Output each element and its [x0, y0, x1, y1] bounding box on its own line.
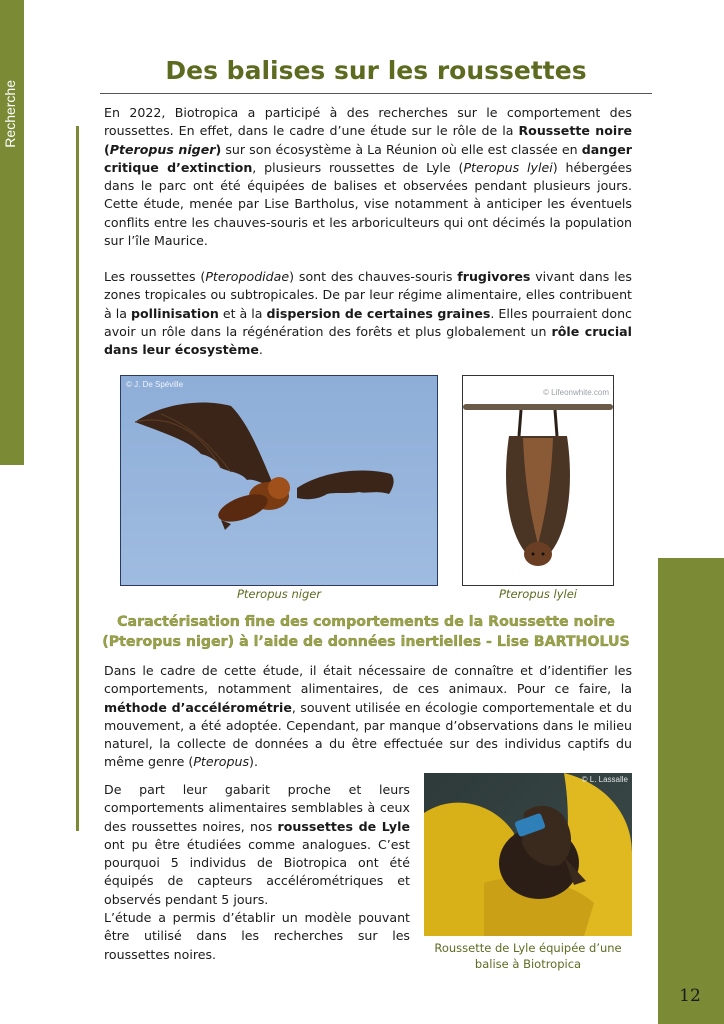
- photo-credit: © J. De Spéville: [126, 380, 184, 389]
- page-title: Des balises sur les roussettes: [165, 56, 587, 85]
- corner-block: [658, 558, 724, 1024]
- equipped-bat-photo: [424, 773, 632, 936]
- photo-credit: © Lifeonwhite.com: [543, 388, 609, 397]
- side-tab: [0, 0, 24, 465]
- section-label: Recherche: [2, 80, 18, 148]
- page-number: 12: [679, 986, 701, 1006]
- methodology-paragraph: Dans le cadre de cette étude, il était nécessaire de connaître et d’identifier les comportements, notamment alimentaires, de ces animaux. Pour ce faire, la méthode d’accélérométrie, souvent utilisée en écologie comportementale et du mouvement, a été adoptée. Cependant, par manque d’observations dans le milieu naturel, la collecte de données a du être effectuée sur des individus captifs du même genre (Pteropus).: [104, 663, 632, 770]
- lyle-paragraph: De part leur gabarit proche et leurs comportements alimentaires semblables à ceux des roussettes noires, nos roussettes de Lyle ont pu être étudiées comme analogues. C’est pourquoi 5 individus de Biotropica ont été équipés de capteurs accélérométriques et observés pendant 5 jours. L’étude a permis d’établir un modèle pouvant être utilisé dans les recherches sur les roussettes noires.: [104, 782, 410, 962]
- photo-caption: Pteropus niger: [236, 587, 322, 601]
- photo-caption: Roussette de Lyle équipée d’une balise à Biotropica: [434, 941, 622, 971]
- held-bat-icon: [424, 773, 632, 936]
- photo-credit: © L. Lassalle: [581, 775, 628, 784]
- pteropus-niger-photo: [121, 376, 437, 585]
- section-subtitle: Caractérisation fine des comportements de la Roussette noire (Pteropus niger) à l’aide de données inertielles - Lise BARTHOLUS: [102, 614, 630, 650]
- photo-caption: Pteropus lylei: [499, 587, 577, 601]
- flying-bat-icon: [121, 376, 437, 585]
- title-divider: [100, 93, 652, 94]
- hanging-bat-icon: [463, 376, 613, 585]
- intro-paragraph: En 2022, Biotropica a participé à des recherches sur le comportement des roussettes. En effet, dans le cadre d’une étude sur le rôle de la Roussette noire (Pteropus niger) sur son écosystème à La Réunion où elle est classée en danger critique d’extinction, plusieurs roussettes de Lyle (Pteropus lylei) hébergées dans le parc ont été équipées de balises et observées pendant plusieurs jours. Cette étude, menée par Lise Bartholus, vise notamment à anticiper les éventuels conflits entre les chauves-souris et les arboriculteurs qui ont décimés la population sur l’île Maurice.: [104, 105, 632, 249]
- accent-bar: [76, 126, 79, 831]
- pteropus-lylei-photo: [463, 376, 613, 585]
- roussettes-paragraph: Les roussettes (Pteropodidae) sont des chauves-souris frugivores vivant dans les zones tropicales ou subtropicales. De par leur régime alimentaire, elles contribuent à la pollinisation et à la dispersion de certaines graines. Elles pourraient donc avoir un rôle dans la régénération des forêts et plus globalement un rôle crucial dans leur écosystème.: [104, 269, 632, 358]
